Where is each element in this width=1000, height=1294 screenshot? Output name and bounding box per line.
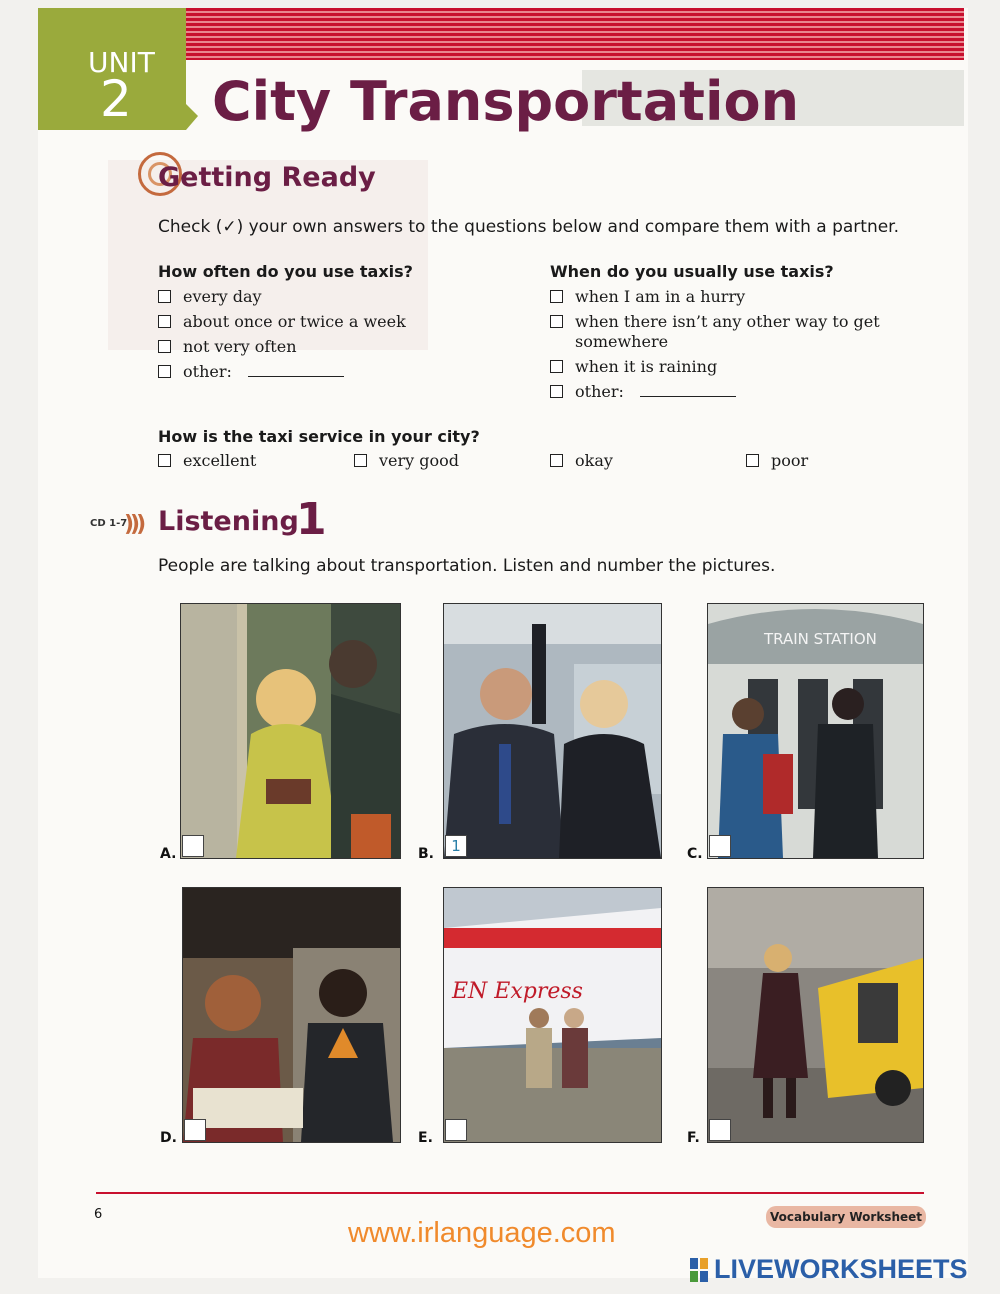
q2-option-raining[interactable]: when it is raining (550, 357, 717, 377)
answer-blank[interactable] (248, 362, 344, 377)
unit-label: UNIT (88, 46, 155, 79)
audio-waves-icon: ))) (124, 512, 143, 537)
checkbox[interactable] (550, 315, 563, 328)
q1-option-not-often[interactable]: not very often (158, 337, 297, 357)
photo-label-a: A. (160, 846, 177, 862)
question-3: How is the taxi service in your city? (158, 427, 480, 446)
answer-box-a[interactable] (182, 835, 204, 857)
photo-label-f: F. (687, 1130, 700, 1146)
q3-option-very-good[interactable]: very good (354, 451, 459, 471)
q1-option-other[interactable]: other: (158, 362, 344, 382)
photo-label-e: E. (418, 1130, 433, 1146)
q3-option-okay[interactable]: okay (550, 451, 613, 471)
q2-option-no-other-way-cont: somewhere (575, 332, 669, 351)
question-2: When do you usually use taxis? (550, 262, 834, 281)
answer-box-d[interactable] (184, 1119, 206, 1141)
photo-label-b: B. (418, 846, 434, 862)
train-station-sign: TRAIN STATION (764, 630, 877, 648)
q1-option-every-day[interactable]: every day (158, 287, 262, 307)
getting-ready-instruction: Check (✓) your own answers to the questions below and compare them with a partner. (158, 217, 900, 237)
checkbox[interactable] (550, 360, 563, 373)
ferry-text: EN Express (452, 979, 583, 1004)
checkbox[interactable] (158, 454, 171, 467)
photo-b-subway (443, 603, 662, 859)
question-1: How often do you use taxis? (158, 262, 413, 281)
q2-option-no-other-way[interactable]: when there isn’t any other way to get (550, 312, 880, 332)
answer-box-b[interactable]: 1 (445, 835, 467, 857)
header-stripes (186, 8, 964, 60)
photo-a-bus (180, 603, 401, 859)
q3-option-excellent[interactable]: excellent (158, 451, 256, 471)
answer-blank[interactable] (640, 382, 736, 397)
listening-number: 1 (296, 494, 327, 545)
photo-c-train-station (707, 603, 924, 859)
checkbox[interactable] (550, 290, 563, 303)
unit-number: 2 (100, 70, 132, 128)
cd-track-label: CD 1-7 (90, 518, 128, 529)
unit-badge-tip (186, 8, 200, 130)
answer-box-e[interactable] (445, 1119, 467, 1141)
liveworksheets-brand[interactable] (690, 1254, 968, 1285)
q2-option-other[interactable]: other: (550, 382, 736, 402)
photo-e-ferry (443, 887, 662, 1143)
liveworksheets-logo-icon (690, 1258, 708, 1282)
answer-box-f[interactable] (709, 1119, 731, 1141)
vocabulary-worksheet-tag: Vocabulary Worksheet (766, 1206, 926, 1228)
photo-d-ticket-counter (182, 887, 401, 1143)
checkbox[interactable] (550, 454, 563, 467)
photo-label-d: D. (160, 1130, 177, 1146)
checkbox[interactable] (158, 315, 171, 328)
photo-f-taxi (707, 887, 924, 1143)
checkbox[interactable] (158, 365, 171, 378)
liveworksheets-text: LIVEWORKSHEETS (714, 1254, 968, 1284)
page-title: City Transportation (212, 70, 800, 133)
checkbox[interactable] (354, 454, 367, 467)
watermark-url[interactable]: www.irlanguage.com (348, 1217, 616, 1249)
checkbox[interactable] (158, 340, 171, 353)
q2-option-hurry[interactable]: when I am in a hurry (550, 287, 745, 307)
checkbox[interactable] (550, 385, 563, 398)
getting-ready-heading: Getting Ready (158, 162, 376, 193)
checkbox[interactable] (158, 290, 171, 303)
page-number: 6 (94, 1207, 103, 1222)
listening-heading: Listening (158, 506, 299, 537)
answer-box-c[interactable] (709, 835, 731, 857)
listening-instruction: People are talking about transportation. Listen and number the pictures. (158, 556, 776, 576)
photo-label-c: C. (687, 846, 703, 862)
checkbox[interactable] (746, 454, 759, 467)
q3-option-poor[interactable]: poor (746, 451, 808, 471)
footer-rule (96, 1192, 924, 1194)
q1-option-once-twice[interactable]: about once or twice a week (158, 312, 406, 332)
